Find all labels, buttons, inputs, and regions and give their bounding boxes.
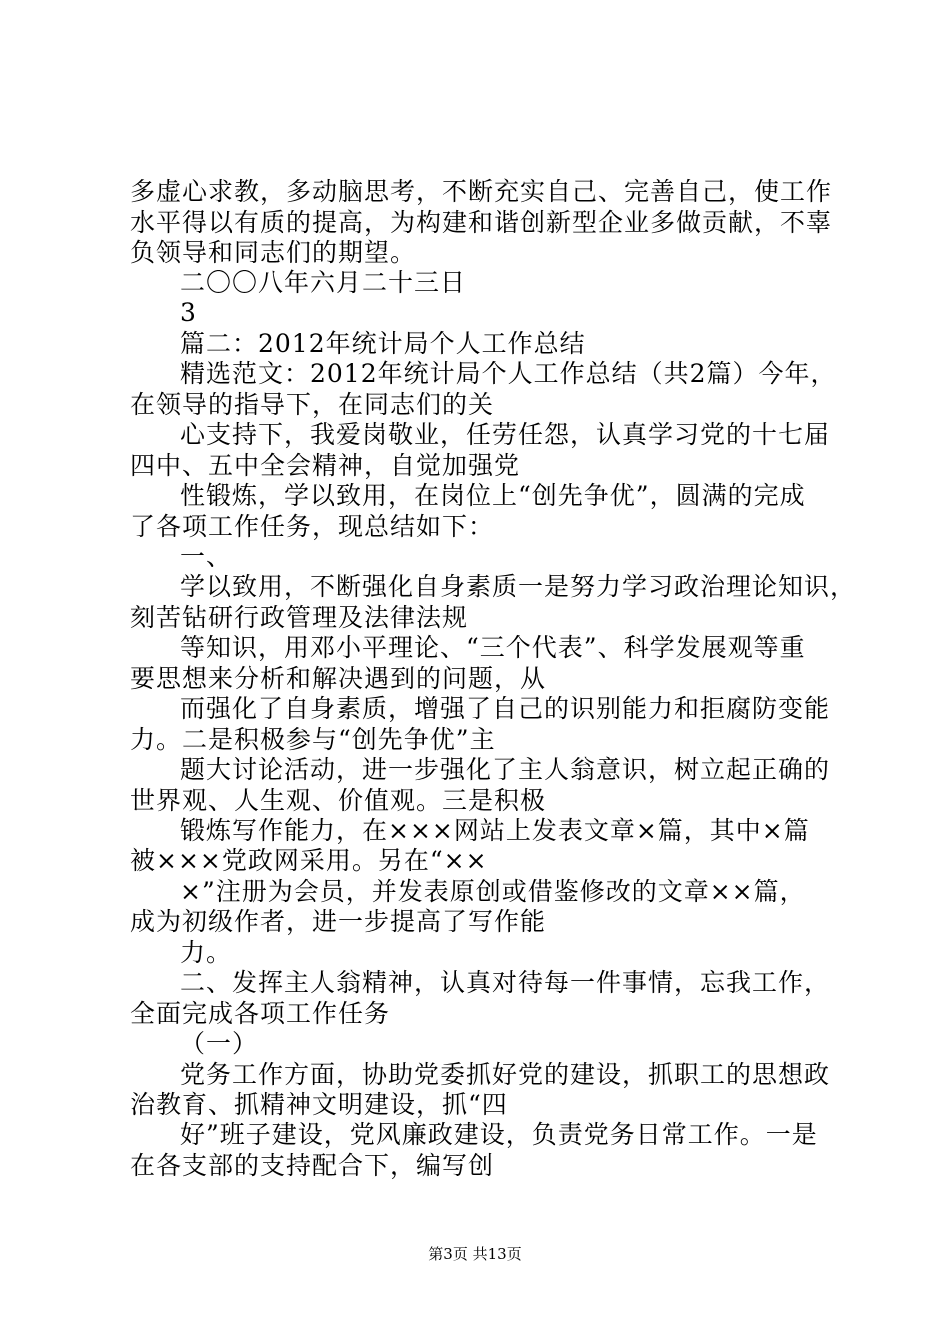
text-line: 刻苦钻研行政管理及法律法规 bbox=[130, 603, 469, 632]
text-line: 心支持下，我爱岗敬业，任劳任怨，认真学习党的十七届 bbox=[180, 420, 831, 449]
text-line: 性锻炼，学以致用，在岗位上“创先争优”，圆满的完成 bbox=[180, 481, 806, 510]
text-line: 负领导和同志们的期望。 bbox=[130, 238, 417, 267]
text-line: 锻炼写作能力，在×××网站上发表文章×篇，其中×篇 bbox=[180, 816, 810, 845]
text-line: 等知识，用邓小平理论、“三个代表”、科学发展观等重 bbox=[180, 633, 806, 662]
text-line: 在领导的指导下，在同志们的关 bbox=[130, 390, 495, 419]
text-line: 在各支部的支持配合下，编写创 bbox=[130, 1151, 495, 1180]
text-line: 水平得以有质的提高，为构建和谐创新型企业多做贡献，不辜 bbox=[130, 208, 833, 237]
section-heading: 篇二：2012年统计局个人工作总结 bbox=[180, 329, 586, 358]
text-line: 一、 bbox=[180, 542, 233, 571]
text-line: 成为初级作者，进一步提高了写作能 bbox=[130, 907, 547, 936]
text-line: ×”注册为会员，并发表原创或借鉴修改的文章××篇， bbox=[180, 877, 806, 906]
date-line: 二〇〇八年六月二十三日 bbox=[180, 268, 467, 297]
text-line: 精选范文：2012年统计局个人工作总结（共2篇）今年， bbox=[180, 359, 837, 388]
text-line: 二、发挥主人翁精神，认真对待每一件事情，忘我工作， bbox=[180, 968, 831, 997]
text-line: 而强化了自身素质，增强了自己的识别能力和拒腐防变能 bbox=[180, 694, 831, 723]
text-line: 治教育、抓精神文明建设，抓“四 bbox=[130, 1090, 508, 1119]
text-line: 世界观、人生观、价值观。三是积极 bbox=[130, 786, 547, 815]
text-line: 四中、五中全会精神，自觉加强党 bbox=[130, 451, 521, 480]
text-line: 全面完成各项工作任务 bbox=[130, 999, 391, 1028]
text-line: （一） bbox=[180, 1029, 259, 1058]
text-line: 好”班子建设，党风廉政建设，负责党务日常工作。一是 bbox=[180, 1120, 818, 1149]
text-line: 被×××党政网采用。另在“×× bbox=[130, 846, 488, 875]
text-line: 力。 bbox=[180, 938, 233, 967]
text-line: 要思想来分析和解决遇到的问题，从 bbox=[130, 664, 547, 693]
page-number-line: 3 bbox=[180, 298, 197, 327]
text-line: 题大讨论活动，进一步强化了主人翁意识，树立起正确的 bbox=[180, 755, 831, 784]
text-line: 党务工作方面，协助党委抓好党的建设，抓职工的思想政 bbox=[180, 1060, 831, 1089]
text-line: 了各项工作任务，现总结如下： bbox=[130, 512, 495, 541]
page-footer: 第3页 共13页 bbox=[428, 1245, 522, 1263]
text-line: 学以致用，不断强化自身素质一是努力学习政治理论知识， bbox=[180, 572, 857, 601]
text-line: 多虚心求教，多动脑思考，不断充实自己、完善自己，使工作 bbox=[130, 177, 833, 206]
text-line: 力。二是积极参与“创先争优”主 bbox=[130, 725, 496, 754]
